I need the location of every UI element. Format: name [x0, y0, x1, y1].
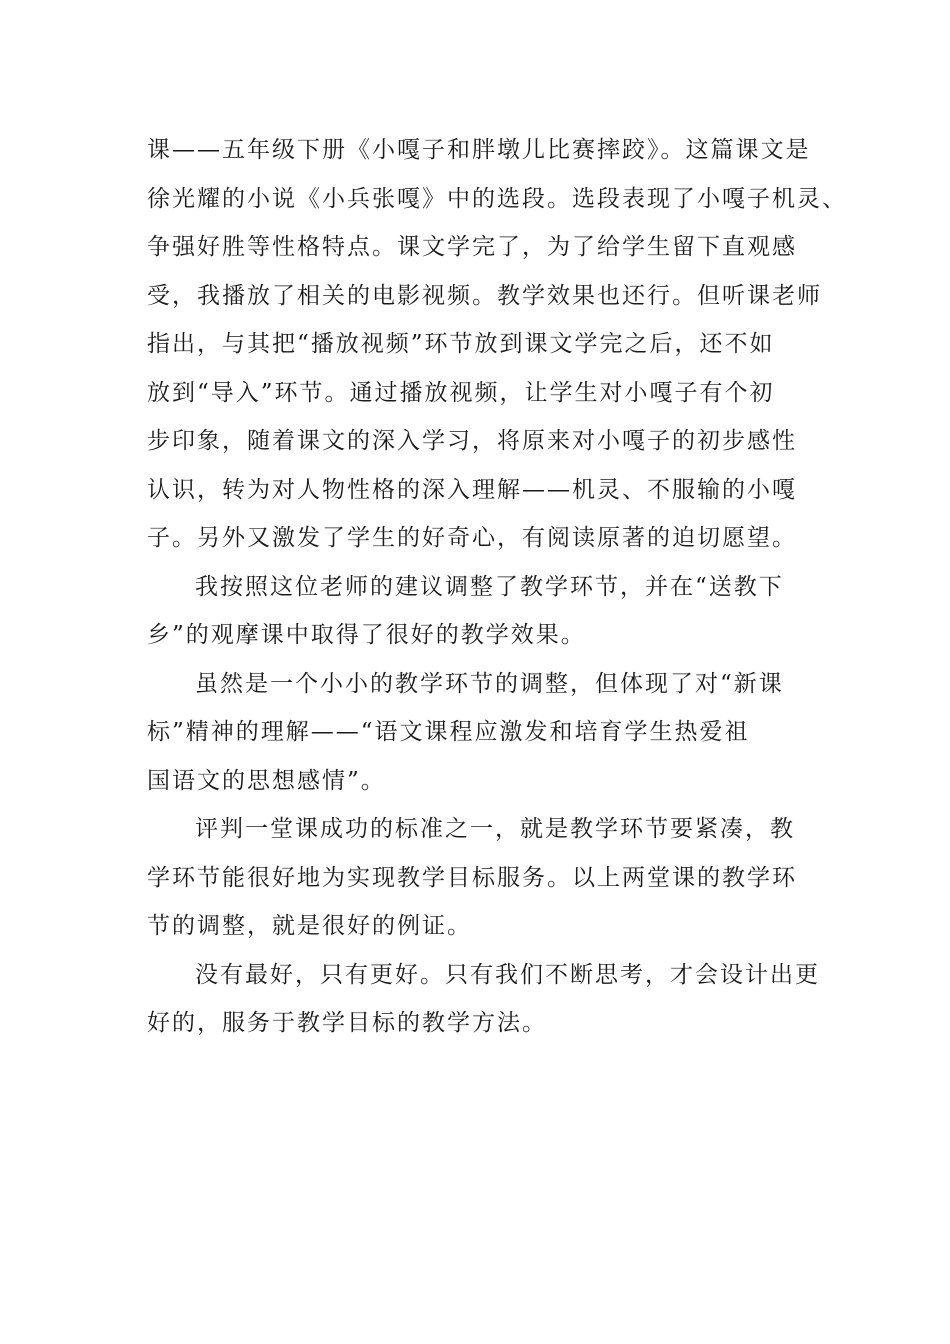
paragraph-line: 步印象，随着课文的深入学习，将原来对小嘎子的初步感性 [147, 428, 797, 454]
paragraph-line: 乡”的观摩课中取得了很好的教学效果。 [147, 622, 586, 648]
paragraph-line: 好的，服务于教学目标的教学方法。 [147, 1010, 547, 1036]
paragraph-line: 指出，与其把“播放视频”环节放到课文学完之后，还不如 [147, 331, 775, 357]
paragraph-line: 我按照这位老师的建议调整了教学环节，并在“送教下 [195, 573, 784, 600]
paragraph-line: 虽然是一个小小的教学环节的调整，但体现了对“新课 [195, 670, 784, 697]
paragraph-4 [147, 805, 807, 951]
paragraph-line: 节的调整，就是很好的例证。 [147, 913, 472, 939]
paragraph-line: 放到“导入”环节。通过播放视频，让学生对小嘎子有个初 [147, 379, 775, 406]
paragraph-line: 学环节能很好地为实现教学目标服务。以上两堂课的教学环 [147, 864, 797, 891]
paragraph-line: 评判一堂课成功的标准之一，就是教学环节要紧凑，教 [195, 816, 795, 842]
document-body [147, 126, 847, 1048]
paragraph-2 [147, 563, 807, 660]
paragraph-3 [147, 660, 807, 806]
paragraph-line: 国语文的思想感情”。 [147, 767, 386, 794]
paragraph-line: 标”精神的理解——“语文课程应激发和培育学生热爱祖 [147, 719, 750, 745]
paragraph-5 [147, 951, 820, 1048]
paragraph-line: 争强好胜等性格特点。课文学完了，为了给学生留下直观感 [147, 234, 797, 260]
paragraph-1 [147, 126, 847, 563]
paragraph-line: 认识，转为对人物性格的深入理解——机灵、不服输的小嘎 [147, 476, 797, 503]
paragraph-line: 子。另外又激发了学生的好奇心，有阅读原著的迫切愿望。 [147, 525, 797, 551]
paragraph-line: 没有最好，只有更好。只有我们不断思考，才会设计出更 [195, 961, 820, 988]
paragraph-line: 徐光耀的小说《小兵张嘎》中的选段。选段表现了小嘎子机灵、 [147, 185, 847, 212]
paragraph-line: 课——五年级下册《小嘎子和胖墩儿比赛摔跤》。这篇课文是 [147, 137, 811, 163]
paragraph-line: 受，我播放了相关的电影视频。教学效果也还行。但听课老师 [147, 282, 822, 309]
